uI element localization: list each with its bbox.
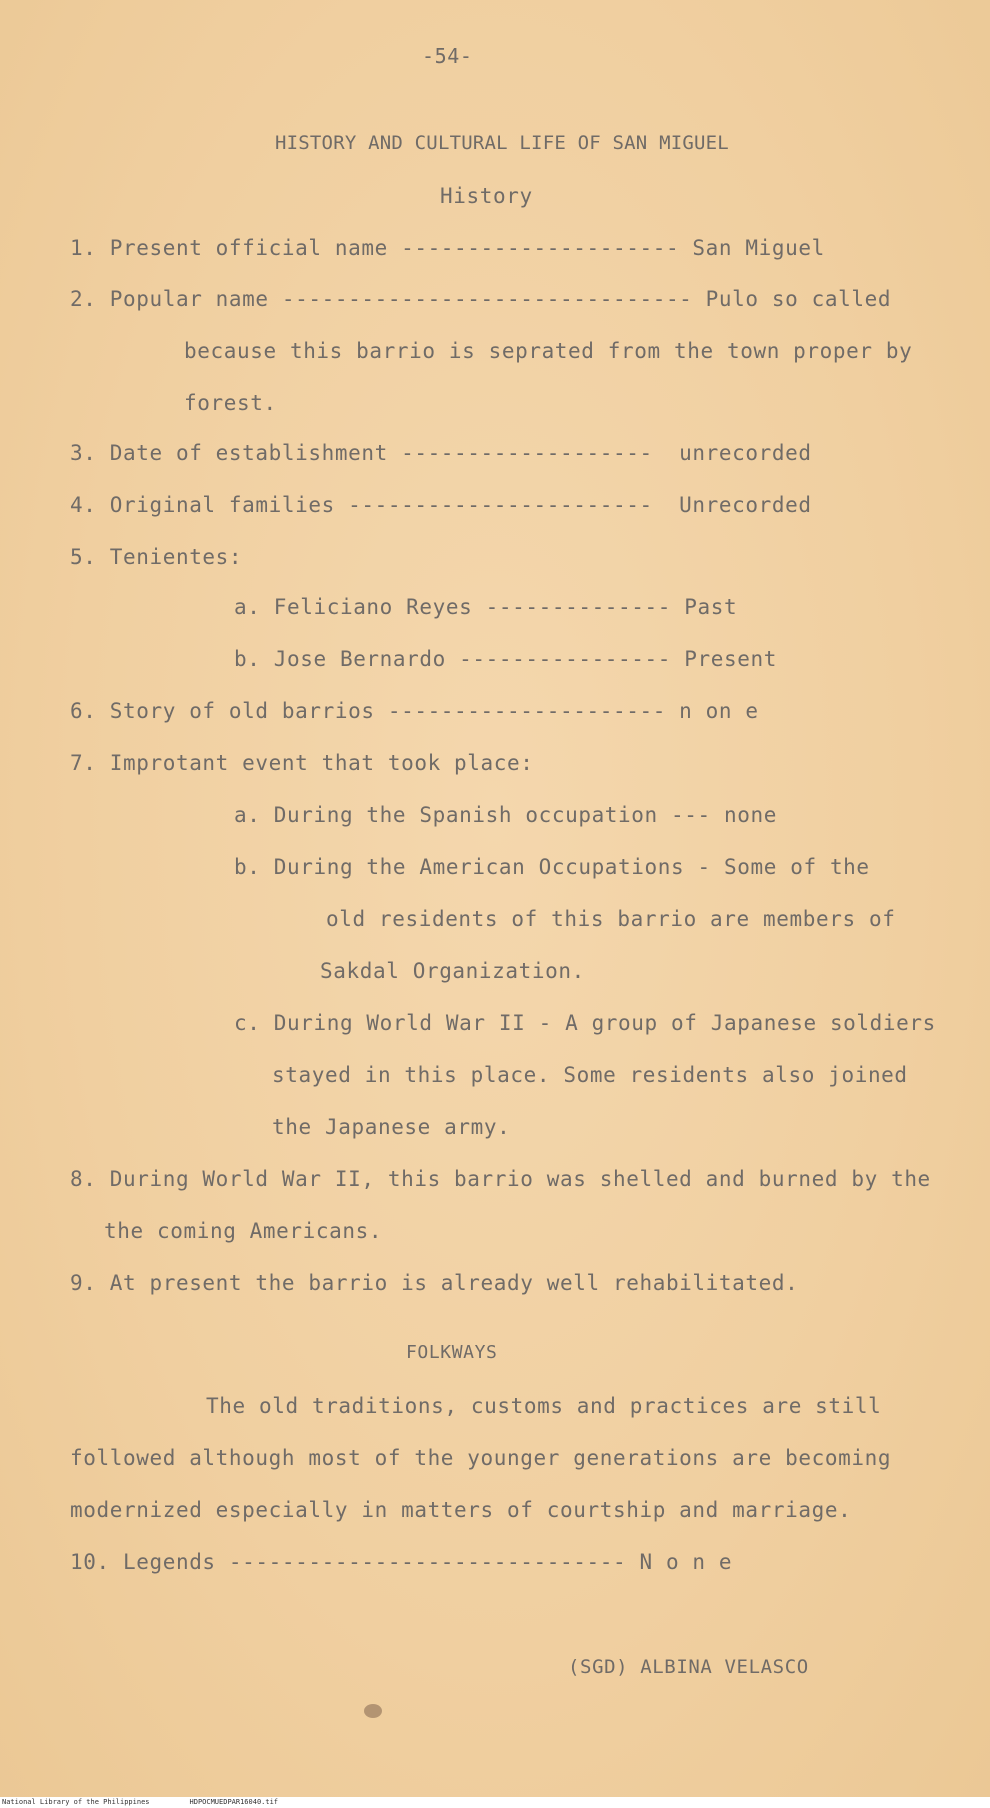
folkways-line: 10. Legends ------------------------------ N o n e <box>70 1550 733 1574</box>
history-line: b. During the American Occupations - Some of the <box>234 855 870 879</box>
history-line: the Japanese army. <box>272 1115 511 1139</box>
page-title: HISTORY AND CULTURAL LIFE OF SAN MIGUEL <box>275 132 729 154</box>
history-line: Sakdal Organization. <box>320 959 585 983</box>
folkways-line: The old traditions, customs and practices are still <box>206 1394 882 1418</box>
folkways-line: modernized especially in matters of courtship and marriage. <box>70 1498 852 1522</box>
history-line: because this barrio is seprated from the town proper by <box>184 339 913 363</box>
history-line: 4. Original families ----------------------- Unrecorded <box>70 493 812 517</box>
ink-blot <box>364 1704 382 1718</box>
section-heading-folkways: FOLKWAYS <box>406 1342 498 1363</box>
history-line: 8. During World War II, this barrio was shelled and burned by the <box>70 1167 931 1191</box>
signature: (SGD) ALBINA VELASCO <box>568 1656 809 1678</box>
history-line: a. Feliciano Reyes -------------- Past <box>234 595 738 619</box>
history-line: 3. Date of establishment ------------------- unrecorded <box>70 441 812 465</box>
scan-footer <box>0 1797 990 1808</box>
history-line: 1. Present official name --------------------- San Miguel <box>70 236 825 260</box>
history-line: 6. Story of old barrios --------------------- n on e <box>70 699 759 723</box>
folkways-line: followed although most of the younger generations are becoming <box>70 1446 892 1470</box>
history-line: 7. Improtant event that took place: <box>70 751 534 775</box>
page-number: -54- <box>422 44 473 68</box>
history-line: old residents of this barrio are members of <box>326 907 896 931</box>
history-line: the coming Americans. <box>104 1219 383 1243</box>
history-line: 2. Popular name ------------------------------- Pulo so called <box>70 287 892 311</box>
section-heading-history: History <box>440 184 533 208</box>
history-line: forest. <box>184 391 277 415</box>
history-line: b. Jose Bernardo ---------------- Present <box>234 647 777 671</box>
history-line: a. During the Spanish occupation --- none <box>234 803 777 827</box>
footer-filename: HDPOCMUEDPAR16040.tif <box>189 1798 279 1806</box>
history-line: 5. Tenientes: <box>70 545 243 569</box>
footer-library: National Library of the Philippines <box>2 1798 150 1806</box>
history-line: 9. At present the barrio is already well rehabilitated. <box>70 1271 799 1295</box>
history-line: c. During World War II - A group of Japanese soldiers <box>234 1011 936 1035</box>
history-line: stayed in this place. Some residents also joined <box>272 1063 908 1087</box>
